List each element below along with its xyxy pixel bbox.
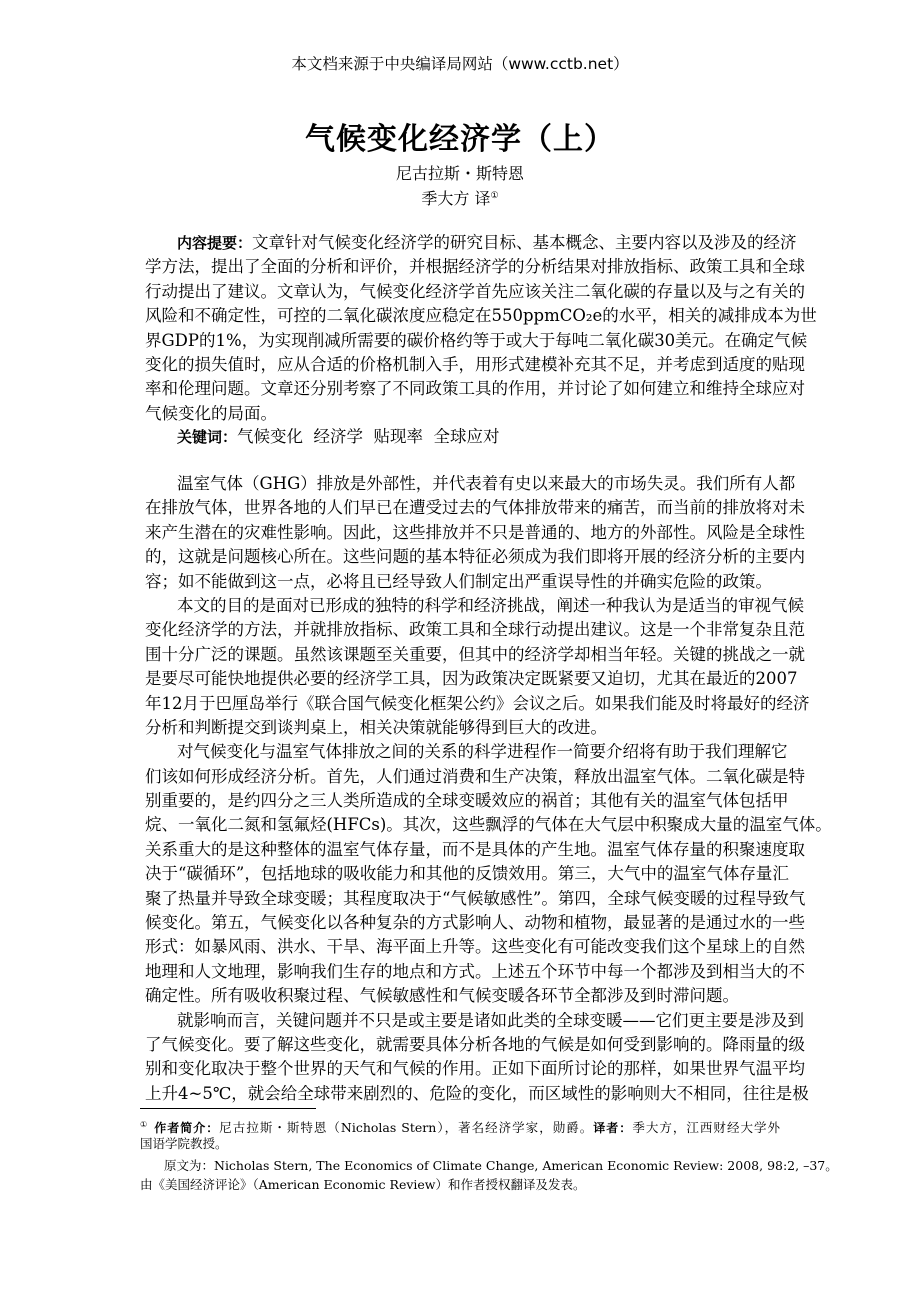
abstract-line: 率和伦理问题。文章还分别考察了不同政策工具的作用，并讨论了如何建立和维持全球应对 (145, 379, 805, 399)
footnote-line (140, 1115, 780, 1134)
paragraph-line: 本文的目的是面对已形成的独特的科学和经济挑战，阐述一种我认为是适当的审视气候 (177, 595, 804, 615)
translator-name: 季大方 译 (421, 189, 491, 208)
article-title: 气候变化经济学（上） (305, 122, 615, 157)
paragraph-line: 了气候变化。要了解这些变化，就需要具体分析各地的气候是如何受到影响的。降雨量的级 (145, 1034, 805, 1054)
paragraph (145, 1009, 809, 1107)
abstract-text: 文章针对气候变化经济学的研究目标、基本概念、主要内容以及涉及的经济 (252, 233, 797, 252)
footnote-reference[interactable]: ① (490, 191, 499, 201)
paragraph-line: 是要尽可能快地提供必要的经济学工具，因为政策决定既紧要又迫切，尤其在最近的2007 (145, 669, 798, 689)
abstract-line: 气候变化的局面。 (145, 403, 277, 423)
article-body (145, 472, 832, 1106)
footnote-line: 国语学院教授。 (140, 1136, 228, 1151)
paragraph-line: 关系重大的是这种整体的温室气体存量，而不是具体的产生地。温室气体存量的积聚速度取 (145, 839, 805, 859)
translator-credit (0, 186, 920, 209)
footnotes (140, 1115, 838, 1194)
footnote-author-text: 尼古拉斯・斯特恩（Nicholas Stern），著名经济学家，勋爵。 (219, 1120, 594, 1135)
paragraph-line: 容；如不能做到这一点，必将且已经导致人们制定出严重误导性的并确实危险的政策。 (145, 571, 772, 591)
paragraph-line: 别和变化取决于整个世界的天气和气候的作用。正如下面所讨论的那样，如果世界气温平均 (145, 1059, 805, 1079)
footnote-author-label: 作者简介： (154, 1121, 220, 1135)
abstract-label: 内容提要： (177, 234, 253, 252)
paragraph-line: 在排放气体，世界各地的人们早已在遭受过去的气体排放带来的痛苦，而当前的排放将对未 (145, 498, 805, 518)
abstract (145, 231, 817, 426)
paragraph-line: 温室气体（GHG）排放是外部性，并代表着有史以来最大的市场失灵。我们所有人都 (177, 474, 796, 493)
keywords-text: 气候变化 经济学 贴现率 全球应对 (237, 427, 500, 446)
abstract-line: 行动提出了建议。文章认为，气候变化经济学首先应该关注二氧化碳的存量以及与之有关的 (145, 281, 805, 301)
paragraph-line: 候变化。第五，气候变化以各种复杂的方式影响人、动物和植物，最显著的是通过水的一些 (145, 913, 805, 933)
paragraph-line: 来产生潜在的灾难性影响。因此，这些排放并不只是普通的、地方的外部性。风险是全球性 (145, 522, 805, 542)
paragraph-line: 变化经济学的方法，并就排放指标、政策工具和全球行动提出建议。这是一个非常复杂且范 (145, 620, 805, 640)
paragraph-line: 围十分广泛的课题。虽然该课题至关重要，但其中的经济学却相当年轻。关键的挑战之一就 (145, 644, 805, 664)
footnote-permission: 由《美国经济评论》（American Economic Review）和作者授权翻译及发表。 (140, 1177, 586, 1192)
document-source-header: 本文档来源于中央编译局网站（www.cctb.net） (291, 55, 629, 73)
keywords (177, 425, 500, 449)
footnote-translator-text: 季大方，江西财经大学外 (632, 1120, 780, 1135)
abstract-line: 界GDP的1%，为实现削减所需要的碳价格约等于或大于每吨二氧化碳30美元。在确定气候 (145, 330, 808, 350)
keywords-label: 关键词： (177, 428, 238, 446)
abstract-line: 风险和不确定性，可控的二氧化碳浓度应稳定在550ppmCO₂e的水平，相关的减排成本为世 (145, 306, 817, 326)
paragraph (145, 472, 805, 594)
paragraph-line: 的，这就是问题核心所在。这些问题的基本特征必须成为我们即将开展的经济分析的主要内 (145, 547, 805, 567)
paragraph-line: 上升4~5℃，就会给全球带来剧烈的、危险的变化，而区域性的影响则大不相同，往往是极 (145, 1083, 809, 1103)
paragraph-line: 决于“碳循环”，包括地球的吸收能力和其他的反馈效用。第三，大气中的温室气体存量汇 (145, 864, 789, 884)
paragraph-line: 就影响而言，关键问题并不只是或主要是诸如此类的全球变暖——它们更主要是涉及到 (177, 1010, 804, 1030)
paragraph-line: 别重要的，是约四分之三人类所造成的全球变暖效应的祸首；其他有关的温室气体包括甲 (145, 791, 789, 811)
author-name: 尼古拉斯・斯特恩 (395, 164, 524, 183)
footnote-divider (140, 1108, 316, 1109)
abstract-line: 学方法，提出了全面的分析和评价，并根据经济学的分析结果对排放指标、政策工具和全球 (145, 257, 805, 277)
paragraph-line: 确定性。所有吸收积聚过程、气候敏感性和气候变暖各环节全都涉及到时滞问题。 (145, 986, 739, 1006)
paragraph-line: 对气候变化与温室气体排放之间的关系的科学进程作一简要介绍将有助于我们理解它 (177, 742, 788, 762)
paragraph-line: 年12月于巴厘岛举行《联合国气候变化框架公约》会议之后。如果我们能及时将最好的经济 (145, 693, 810, 713)
paragraph-line: 分析和判断提交到谈判桌上，相关决策就能够得到巨大的改进。 (145, 717, 607, 737)
footnote-original-source: 原文为：Nicholas Stern, The Economics of Climate Change, American Economic Review: 2008, 98:2, –37。 (164, 1158, 838, 1173)
paragraph (145, 740, 832, 1008)
footnote-translator-label: 译者： (593, 1121, 633, 1135)
paragraph-line: 地理和人文地理，影响我们生存的地点和方式。上述五个环节中每一个都涉及到相当大的不 (145, 961, 805, 981)
paragraph-line: 形式：如暴风雨、洪水、干旱、海平面上升等。这些变化有可能改变我们这个星球上的自然 (145, 937, 805, 957)
paragraph (145, 594, 810, 740)
footnote-mark: ① (140, 1120, 149, 1129)
abstract-line (145, 231, 797, 255)
abstract-line: 变化的损失值时，应从合适的价格机制入手，用形式建模补充其不足，并考虑到适度的贴现 (145, 354, 805, 374)
paragraph-line: 们该如何形成经济分析。首先，人们通过消费和生产决策，释放出温室气体。二氧化碳是特 (145, 766, 805, 786)
paragraph-line: 烷、一氧化二氮和氢氟烃(HFCs)。其次，这些飘浮的气体在大气层中积聚成大量的温室气体。 (145, 815, 832, 835)
paragraph-line: 聚了热量并导致全球变暖；其程度取决于“气候敏感性”。第四，全球气候变暖的过程导致气 (145, 888, 806, 908)
